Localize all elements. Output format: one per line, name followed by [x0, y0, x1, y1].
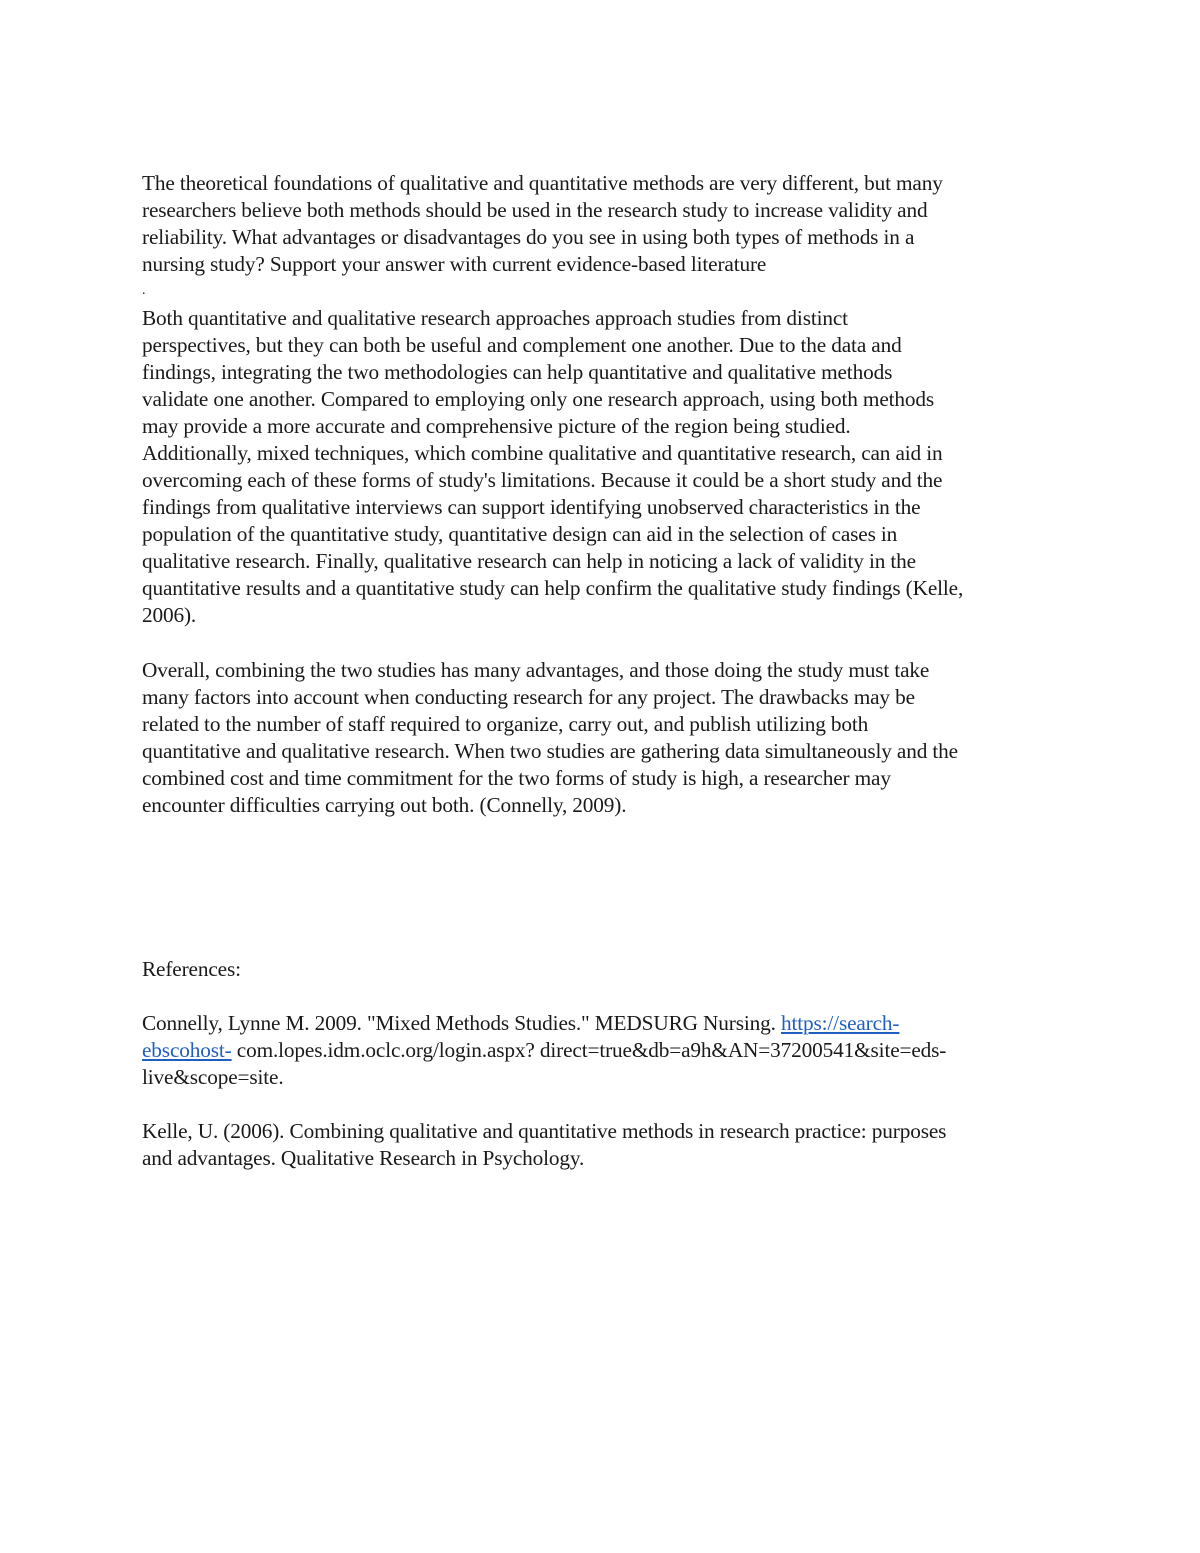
reference-line: and advantages. Qualitative Research in Psychology. — [142, 1146, 585, 1170]
answer-line: findings, integrating the two methodologies can help quantitative and qualitative methods — [142, 360, 893, 384]
reference-line: live&scope=site. — [142, 1065, 284, 1089]
question-paragraph — [142, 170, 1067, 278]
answer-line: quantitative results and a quantitative study can help confirm the qualitative study findings (Kelle, — [142, 576, 964, 600]
answer-line: validate one another. Compared to employing only one research approach, using both methods — [142, 387, 935, 411]
answer-paragraph-2 — [142, 657, 1067, 819]
answer-line: findings from qualitative interviews can support identifying unobserved characteristics in the — [142, 495, 921, 519]
references-heading — [142, 956, 1067, 983]
answer-line: Additionally, mixed techniques, which combine qualitative and quantitative research, can aid in — [142, 441, 943, 465]
answer-line: related to the number of staff required to organize, carry out, and publish utilizing both — [142, 712, 869, 736]
answer-line: 2006). — [142, 603, 197, 627]
answer-line: perspectives, but they can both be useful and complement one another. Due to the data and — [142, 333, 902, 357]
stray-period-mark: . — [142, 283, 146, 298]
answer-paragraph-1 — [142, 305, 1067, 629]
reference-connelly — [142, 1010, 1067, 1091]
answer-line: many factors into account when conducting research for any project. The drawbacks may be — [142, 685, 915, 709]
reference-line — [142, 1037, 1067, 1064]
question-line: The theoretical foundations of qualitative and quantitative methods are very different, but many — [142, 171, 943, 195]
reference-line — [142, 1010, 1067, 1037]
question-line: nursing study? Support your answer with current evidence-based literature — [142, 252, 767, 276]
answer-line: overcoming each of these forms of study's limitations. Because it could be a short study and the — [142, 468, 943, 492]
answer-line: combined cost and time commitment for the two forms of study is high, a researcher may — [142, 766, 891, 790]
stray-period — [142, 284, 1067, 298]
question-line: researchers believe both methods should be used in the research study to increase validity and — [142, 198, 928, 222]
reference-line: Kelle, U. (2006). Combining qualitative and quantitative methods in research practice: purposes — [142, 1119, 947, 1143]
question-line: reliability. What advantages or disadvantages do you see in using both types of methods in a — [142, 225, 915, 249]
reference-kelle — [142, 1118, 1067, 1172]
answer-line: encounter difficulties carrying out both. (Connelly, 2009). — [142, 793, 627, 817]
references-heading-text: References: — [142, 957, 241, 981]
reference-text: com.lopes.idm.oclc.org/login.aspx? direct=true&db=a9h&AN=37200541&site=eds- — [231, 1038, 947, 1062]
reference-link[interactable]: https://search- — [780, 1011, 900, 1035]
answer-line: Both quantitative and qualitative research approaches approach studies from distinct — [142, 306, 848, 330]
reference-link[interactable]: ebscohost- — [142, 1038, 232, 1062]
reference-text: Connelly, Lynne M. 2009. "Mixed Methods Studies." MEDSURG Nursing. — [142, 1011, 781, 1035]
answer-line: qualitative research. Finally, qualitative research can help in noticing a lack of validity in the — [142, 549, 916, 573]
answer-line: population of the quantitative study, quantitative design can aid in the selection of cases in — [142, 522, 898, 546]
answer-line: quantitative and qualitative research. When two studies are gathering data simultaneously and the — [142, 739, 958, 763]
answer-line: Overall, combining the two studies has many advantages, and those doing the study must take — [142, 658, 930, 682]
answer-line: may provide a more accurate and comprehensive picture of the region being studied. — [142, 414, 851, 438]
